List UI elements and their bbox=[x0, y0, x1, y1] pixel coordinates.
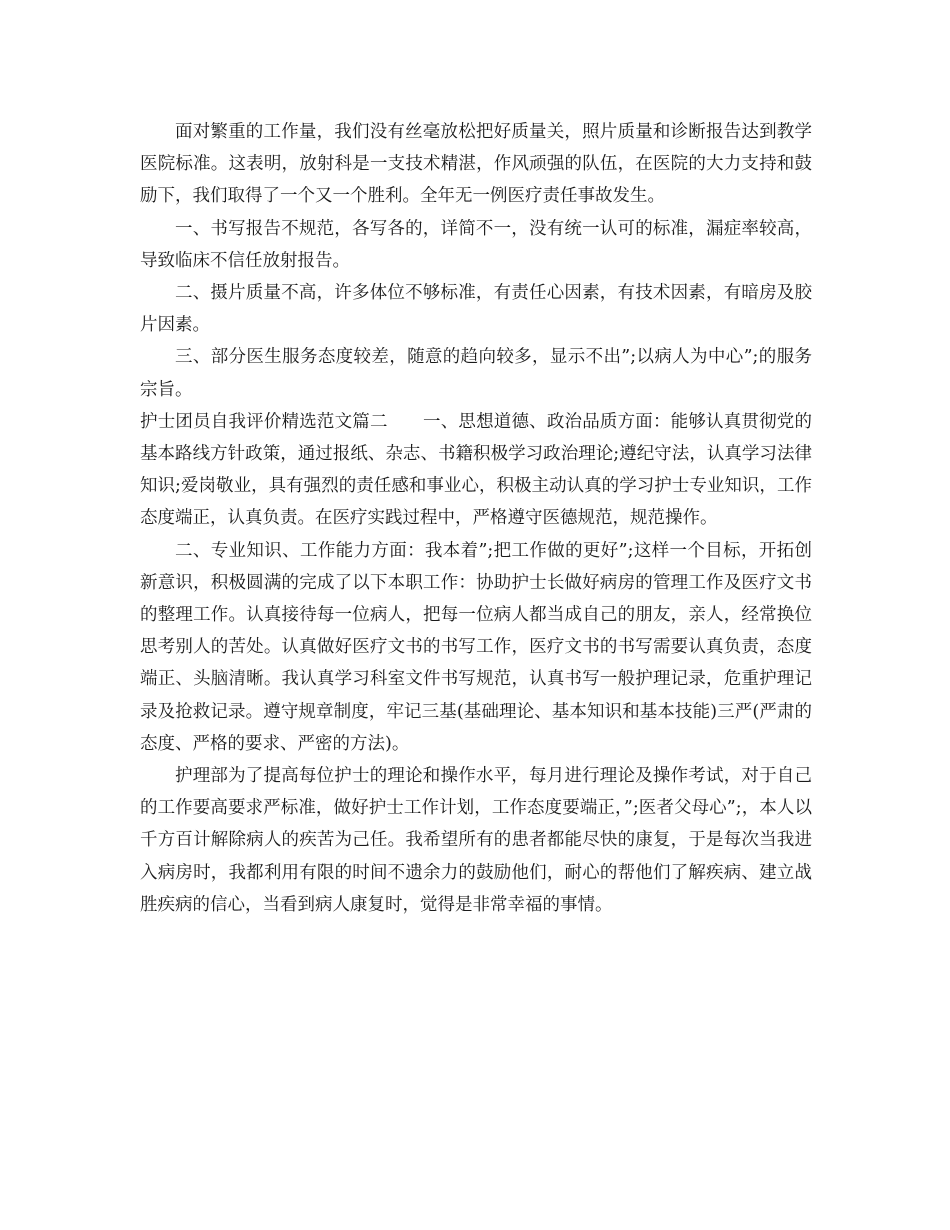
paragraph-section-two-heading: 护士团员自我评价精选范文篇二 一、思想道德、政治品质方面：能够认真贯彻党的基本路线方针政策，通过报纸、杂志、书籍积极学习政治理论;遵纪守法，认真学习法律知识;爱岗敬业，具有强烈的责任感和事业心，积极主动认真的学习护士专业知识，工作态度端正，认真负责。在医疗实践过程中，严格遵守医德规范，规范操作。 bbox=[140, 411, 812, 529]
paragraph-nursing-department: 护理部为了提高每位护士的理论和操作水平，每月进行理论及操作考试，对于自己的工作要高要求严标准，做好护士工作计划，工作态度要端正，”;医者父母心”;，本人以千方百计解除病人的疾苦为己任。我希望所有的患者都能尽快的康复，于是每次当我进入病房时，我都利用有限的时间不遗余力的鼓励他们，耐心的帮他们了解疾病、建立战胜疾病的信心，当看到病人康复时，觉得是非常幸福的事情。 bbox=[140, 766, 812, 915]
paragraph-issue-report-writing: 一、书写报告不规范，各写各的，详简不一，没有统一认可的标准，漏症率较高，导致临床不信任放射报告。 bbox=[140, 218, 812, 271]
document-body bbox=[140, 116, 812, 921]
paragraph-workload-quality: 面对繁重的工作量，我们没有丝毫放松把好质量关，照片质量和诊断报告达到教学医院标准。这表明，放射科是一支技术精湛，作风顽强的队伍，在医院的大力支持和鼓励下，我们取得了一个又一个胜利。全年无一例医疗责任事故发生。 bbox=[140, 122, 812, 207]
paragraph-professional-skills: 二、专业知识、工作能力方面：我本着”;把工作做的更好”;这样一个目标，开拓创新意识，积极圆满的完成了以下本职工作：协助护士长做好病房的管理工作及医疗文书的整理工作。认真接待每一位病人，把每一位病人都当成自己的朋友，亲人，经常换位思考别人的苦处。认真做好医疗文书的书写工作，医疗文书的书写需要认真负责，态度端正、头脑清晰。我认真学习科室文件书写规范，认真书写一般护理记录，危重护理记录及抢救记录。遵守规章制度，牢记三基(基础理论、基本知识和基本技能)三严(严肃的态度、严格的要求、严密的方法)。 bbox=[140, 540, 812, 754]
paragraph-issue-service-attitude: 三、部分医生服务态度较差，随意的趋向较多，显示不出”;以病人为中心”;的服务宗旨。 bbox=[140, 347, 812, 400]
paragraph-issue-film-quality: 二、摄片质量不高，许多体位不够标准，有责任心因素，有技术因素，有暗房及胶片因素。 bbox=[140, 283, 812, 336]
